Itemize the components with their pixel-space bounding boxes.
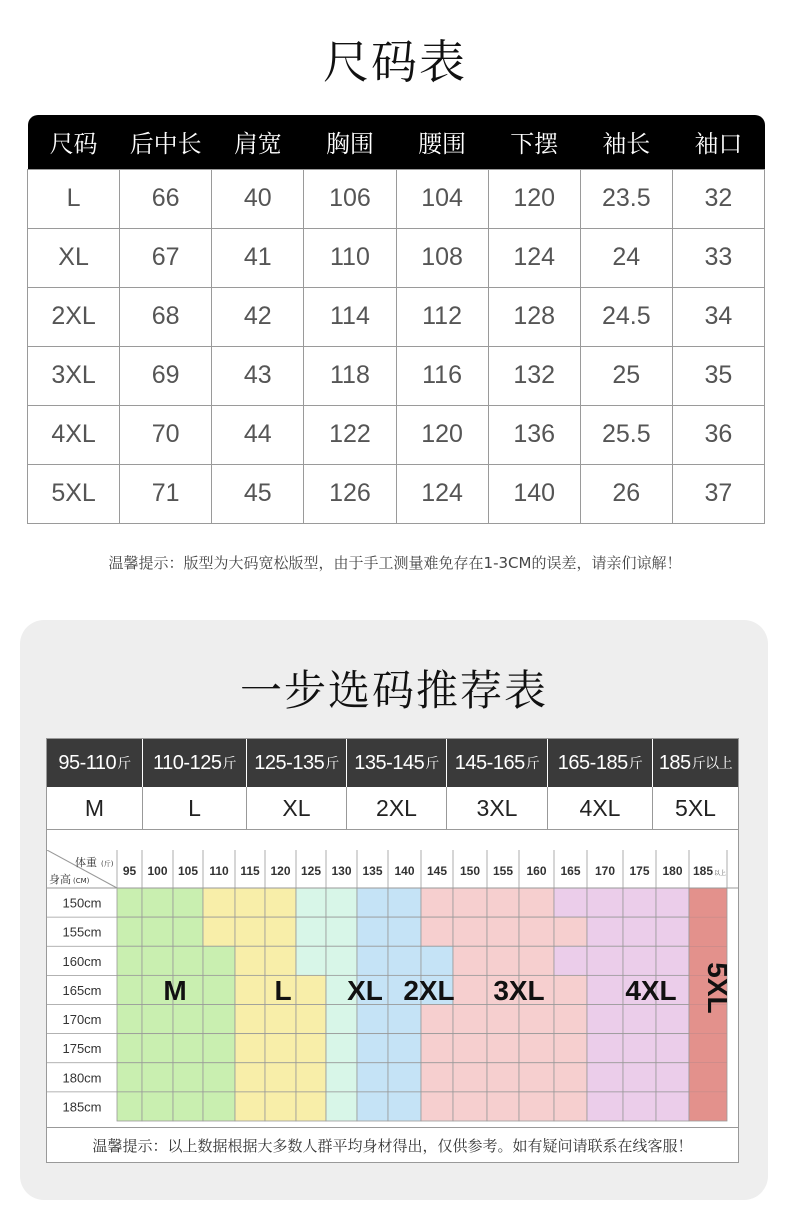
size-table-header: 肩宽 [212, 115, 304, 169]
grid-cell [623, 1005, 656, 1034]
table-cell: 24 [580, 228, 672, 287]
corner-weight-label: 体重 [75, 856, 97, 869]
grid-cell [203, 917, 235, 946]
grid-cell [554, 888, 587, 917]
grid-cell [554, 1063, 587, 1092]
grid-cell [265, 1005, 296, 1034]
grid-cell [142, 946, 173, 975]
height-label: 155cm [62, 924, 102, 940]
weight-range-unit: 斤 [425, 755, 439, 771]
grid-cell [453, 917, 487, 946]
grid-cell [421, 1005, 453, 1034]
grid-cell [203, 1063, 235, 1092]
grid-cell [656, 1063, 689, 1092]
grid-cell [421, 888, 453, 917]
weight-range-unit: 斤以上 [691, 755, 733, 771]
size-table-header: 腰围 [396, 115, 488, 169]
weight-range-value: 165-185 [557, 751, 628, 774]
table-cell: 114 [304, 287, 396, 346]
table-cell: 120 [488, 169, 580, 228]
grid-cell [235, 1063, 265, 1092]
grid-cell [203, 975, 235, 1004]
grid-cell [173, 917, 203, 946]
table-cell: 108 [396, 228, 488, 287]
grid-cell [656, 946, 689, 975]
grid-cell [265, 1092, 296, 1121]
weight-label: 100 [147, 864, 168, 878]
table-cell: 110 [304, 228, 396, 287]
weight-range-cell [548, 739, 653, 787]
grid-cell [235, 946, 265, 975]
table-cell: 44 [212, 405, 304, 464]
grid-cell [357, 1092, 388, 1121]
grid-cell [554, 1034, 587, 1063]
table-cell: L [28, 169, 120, 228]
grid-cell [554, 975, 587, 1004]
weight-range-value: 125-135 [254, 751, 325, 774]
size-table-header: 袖长 [580, 115, 672, 169]
zone-label: M [163, 974, 187, 1006]
table-cell: 33 [672, 228, 764, 287]
weight-label: 175 [629, 864, 650, 878]
weight-range-cell [447, 739, 548, 787]
grid-cell [265, 1063, 296, 1092]
corner-height-unit: (CM) [73, 877, 90, 885]
grid-cell [587, 917, 623, 946]
table-cell: XL [28, 228, 120, 287]
grid-cell [296, 888, 326, 917]
zone-label-5xl: 5XL [702, 962, 733, 1014]
table-cell: 124 [396, 464, 488, 523]
weight-label: 170 [594, 864, 616, 878]
size-table-header: 后中长 [120, 115, 212, 169]
grid-cell [117, 1034, 142, 1063]
grid-cell [173, 1034, 203, 1063]
grid-cell [623, 917, 656, 946]
grid-cell [296, 1063, 326, 1092]
table-cell: 118 [304, 346, 396, 405]
grid-cell [656, 1005, 689, 1034]
grid-cell [519, 917, 554, 946]
weight-label-suffix: 以上 [713, 870, 727, 877]
grid-cell [173, 1005, 203, 1034]
page-title: 尺码表 [323, 35, 467, 89]
weight-range-value: 185 [658, 751, 691, 774]
grid-cell [519, 1092, 554, 1121]
table-cell: 136 [488, 405, 580, 464]
grid-cell [388, 1034, 421, 1063]
grid-cell [587, 946, 623, 975]
size-cell: 2XL [347, 787, 447, 829]
table-cell: 4XL [28, 405, 120, 464]
recommend-note: 温馨提示：以上数据根据大多数人群平均身材得出，仅供参考。如有疑问请联系在线客服！ [47, 1127, 738, 1163]
size-cell: M [47, 787, 143, 829]
grid-cell [554, 1092, 587, 1121]
size-cell: L [143, 787, 247, 829]
table-row [28, 287, 765, 346]
zone-label: 4XL [625, 974, 677, 1006]
table-cell: 69 [120, 346, 212, 405]
grid-cell [487, 917, 519, 946]
grid-cell [203, 1005, 235, 1034]
size-row [47, 787, 738, 830]
grid-cell [326, 1005, 357, 1034]
weight-label: 180 [662, 864, 683, 878]
grid-cell [296, 917, 326, 946]
grid-cell [388, 888, 421, 917]
grid-cell [656, 1092, 689, 1121]
grid-cell [587, 1005, 623, 1034]
grid-cell [117, 1063, 142, 1092]
grid-cell [421, 946, 453, 975]
grid-cell [357, 1005, 388, 1034]
grid-cell [487, 1034, 519, 1063]
weight-range-unit: 斤 [628, 755, 643, 771]
weight-range-cell [347, 739, 447, 787]
table-cell: 32 [672, 169, 764, 228]
grid-cell [265, 888, 296, 917]
grid-cell [554, 917, 587, 946]
grid-cell [117, 888, 142, 917]
grid-cell [453, 1092, 487, 1121]
grid-cell [203, 1092, 235, 1121]
recommend-title: 一步选码推荐表 [239, 666, 548, 715]
grid-cell [587, 1092, 623, 1121]
table-cell: 45 [212, 464, 304, 523]
grid-cell [117, 1005, 142, 1034]
grid-cell [117, 946, 142, 975]
grid-cell [587, 888, 623, 917]
grid-cell [421, 1092, 453, 1121]
grid-cell [117, 1092, 142, 1121]
table-cell: 25 [580, 346, 672, 405]
grid-cell [142, 917, 173, 946]
weight-label: 110 [209, 864, 229, 878]
height-weight-grid [47, 850, 738, 1127]
size-table-header: 袖口 [672, 115, 764, 169]
weight-label: 165 [560, 864, 581, 878]
table-row [28, 228, 765, 287]
weight-range-cell [143, 739, 247, 787]
grid-cell [487, 1063, 519, 1092]
grid-cell [296, 946, 326, 975]
grid-cell [203, 1034, 235, 1063]
weight-label: 140 [394, 864, 415, 878]
size-table-header: 尺码 [28, 115, 120, 169]
grid-cell [453, 1034, 487, 1063]
grid-cell [265, 1034, 296, 1063]
height-label: 150cm [62, 895, 102, 911]
table-cell: 25.5 [580, 405, 672, 464]
grid-cell [296, 1034, 326, 1063]
table-cell: 112 [396, 287, 488, 346]
grid-cell [326, 917, 357, 946]
table-cell: 70 [120, 405, 212, 464]
table-cell: 40 [212, 169, 304, 228]
weight-label: 155 [492, 864, 514, 878]
size-table-header: 下摆 [488, 115, 580, 169]
weight-range-unit: 斤 [325, 755, 339, 771]
height-label: 175cm [62, 1041, 102, 1057]
grid-cell [487, 1005, 519, 1034]
grid-cell [326, 1063, 357, 1092]
table-cell: 104 [396, 169, 488, 228]
weight-label: 160 [526, 864, 547, 878]
grid-cell [453, 1063, 487, 1092]
recommend-box [46, 738, 739, 1163]
table-cell: 36 [672, 405, 764, 464]
zone-label: XL [347, 974, 383, 1006]
weight-range-unit: 斤 [222, 755, 236, 771]
weight-range-value: 110-125 [153, 751, 222, 774]
grid-cell [173, 946, 203, 975]
grid-cell [142, 1034, 173, 1063]
grid-cell [142, 1063, 173, 1092]
table-cell: 35 [672, 346, 764, 405]
grid-cell [554, 1005, 587, 1034]
grid-cell [296, 1005, 326, 1034]
weight-label: 95 [122, 864, 137, 878]
measurement-note: 温馨提示：版型为大码宽松版型，由于手工测量难免存在1-3CM的误差，请亲们谅解！ [108, 554, 682, 572]
grid-cell [142, 1092, 173, 1121]
table-cell: 24.5 [580, 287, 672, 346]
size-table-header: 胸围 [304, 115, 396, 169]
grid-cell [357, 946, 388, 975]
weight-range-value: 135-145 [354, 751, 425, 774]
size-cell: XL [247, 787, 347, 829]
weight-label: 125 [300, 864, 322, 878]
size-cell: 4XL [548, 787, 653, 829]
table-cell: 2XL [28, 287, 120, 346]
grid-cell [173, 1092, 203, 1121]
grid-cell [357, 1034, 388, 1063]
grid-cell [235, 888, 265, 917]
grid-cell [554, 946, 587, 975]
height-label: 180cm [62, 1070, 102, 1086]
grid-cell [388, 917, 421, 946]
height-label: 170cm [62, 1012, 102, 1028]
grid-cell [656, 1034, 689, 1063]
table-cell: 116 [396, 346, 488, 405]
table-cell: 106 [304, 169, 396, 228]
grid-cell [173, 888, 203, 917]
grid-cell [656, 917, 689, 946]
weight-label: 105 [177, 864, 199, 878]
grid-cell [326, 1092, 357, 1121]
weight-range-value: 95-110 [58, 751, 117, 774]
zone-label: 2XL [403, 974, 455, 1006]
weight-range-cell [653, 739, 738, 787]
grid-cell [296, 975, 326, 1004]
grid-cell [519, 1005, 554, 1034]
corner-weight-unit: (斤) [101, 860, 114, 868]
grid-cell [487, 1092, 519, 1121]
weight-label: 185 [692, 864, 714, 878]
table-row [28, 464, 765, 523]
weight-label: 135 [362, 864, 383, 878]
table-cell: 3XL [28, 346, 120, 405]
grid-cell [388, 1005, 421, 1034]
weight-label: 120 [270, 864, 291, 878]
weight-label: 145 [426, 864, 448, 878]
grid-cell [326, 1034, 357, 1063]
grid-cell [357, 917, 388, 946]
table-cell: 34 [672, 287, 764, 346]
grid-cell [235, 975, 265, 1004]
grid-cell [388, 946, 421, 975]
grid-cell [326, 888, 357, 917]
grid-cell [388, 1063, 421, 1092]
table-cell: 120 [396, 405, 488, 464]
table-row [28, 405, 765, 464]
zone-label: L [274, 974, 292, 1006]
grid-cell [265, 917, 296, 946]
table-cell: 132 [488, 346, 580, 405]
table-cell: 23.5 [580, 169, 672, 228]
grid-cell [203, 888, 235, 917]
table-cell: 140 [488, 464, 580, 523]
grid-cell [519, 888, 554, 917]
grid-cell [519, 1034, 554, 1063]
table-cell: 5XL [28, 464, 120, 523]
table-cell: 122 [304, 405, 396, 464]
grid-cell [519, 946, 554, 975]
grid-cell [117, 917, 142, 946]
grid-cell [203, 946, 235, 975]
weight-label: 115 [240, 864, 260, 878]
table-row [28, 169, 765, 228]
grid-cell [487, 888, 519, 917]
grid-cell [235, 917, 265, 946]
grid-cell [326, 946, 357, 975]
table-cell: 41 [212, 228, 304, 287]
grid-cell [587, 1063, 623, 1092]
table-cell: 71 [120, 464, 212, 523]
grid-cell [142, 1005, 173, 1034]
height-label: 185cm [62, 1099, 102, 1115]
grid-cell [453, 1005, 487, 1034]
height-label: 165cm [62, 982, 102, 998]
weight-label: 130 [331, 864, 352, 878]
grid-cell [235, 1005, 265, 1034]
table-cell: 68 [120, 287, 212, 346]
grid-cell [421, 1034, 453, 1063]
recommend-panel [20, 620, 768, 1200]
grid-cell [623, 1063, 656, 1092]
zone-label: 3XL [493, 974, 545, 1006]
size-table [27, 115, 765, 524]
table-cell: 126 [304, 464, 396, 523]
weight-range-cell [47, 739, 143, 787]
grid-cell [357, 888, 388, 917]
table-row [28, 346, 765, 405]
size-cell: 3XL [447, 787, 548, 829]
grid-cell [421, 917, 453, 946]
grid-cell [235, 1092, 265, 1121]
table-cell: 26 [580, 464, 672, 523]
table-cell: 42 [212, 287, 304, 346]
grid-cell [487, 946, 519, 975]
grid-cell [623, 946, 656, 975]
grid-cell [357, 1063, 388, 1092]
weight-range-unit: 斤 [525, 755, 540, 771]
grid-cell [296, 1092, 326, 1121]
grid-cell [623, 1092, 656, 1121]
table-cell: 124 [488, 228, 580, 287]
weight-range-row [47, 739, 738, 787]
weight-range-value: 145-165 [454, 751, 525, 774]
grid-cell [421, 1063, 453, 1092]
table-cell: 43 [212, 346, 304, 405]
grid-cell [173, 1063, 203, 1092]
corner-height-label: 身高 [49, 873, 71, 886]
table-cell: 37 [672, 464, 764, 523]
grid-cell [453, 946, 487, 975]
weight-range-unit: 斤 [117, 755, 131, 771]
table-cell: 128 [488, 287, 580, 346]
weight-label: 150 [459, 864, 481, 878]
size-cell: 5XL [675, 794, 716, 821]
grid-cell [117, 975, 142, 1004]
table-cell: 67 [120, 228, 212, 287]
grid-cell [388, 1092, 421, 1121]
grid-cell [453, 888, 487, 917]
grid-cell [142, 888, 173, 917]
grid-cell [656, 888, 689, 917]
grid-cell [265, 946, 296, 975]
grid-cell [235, 1034, 265, 1063]
grid-cell [623, 1034, 656, 1063]
grid-cell [519, 1063, 554, 1092]
grid-cell [587, 1034, 623, 1063]
grid-cell [453, 975, 487, 1004]
weight-range-cell [247, 739, 347, 787]
height-label: 160cm [62, 953, 102, 969]
grid-cell [587, 975, 623, 1004]
grid-cell [623, 888, 656, 917]
table-cell: 66 [120, 169, 212, 228]
